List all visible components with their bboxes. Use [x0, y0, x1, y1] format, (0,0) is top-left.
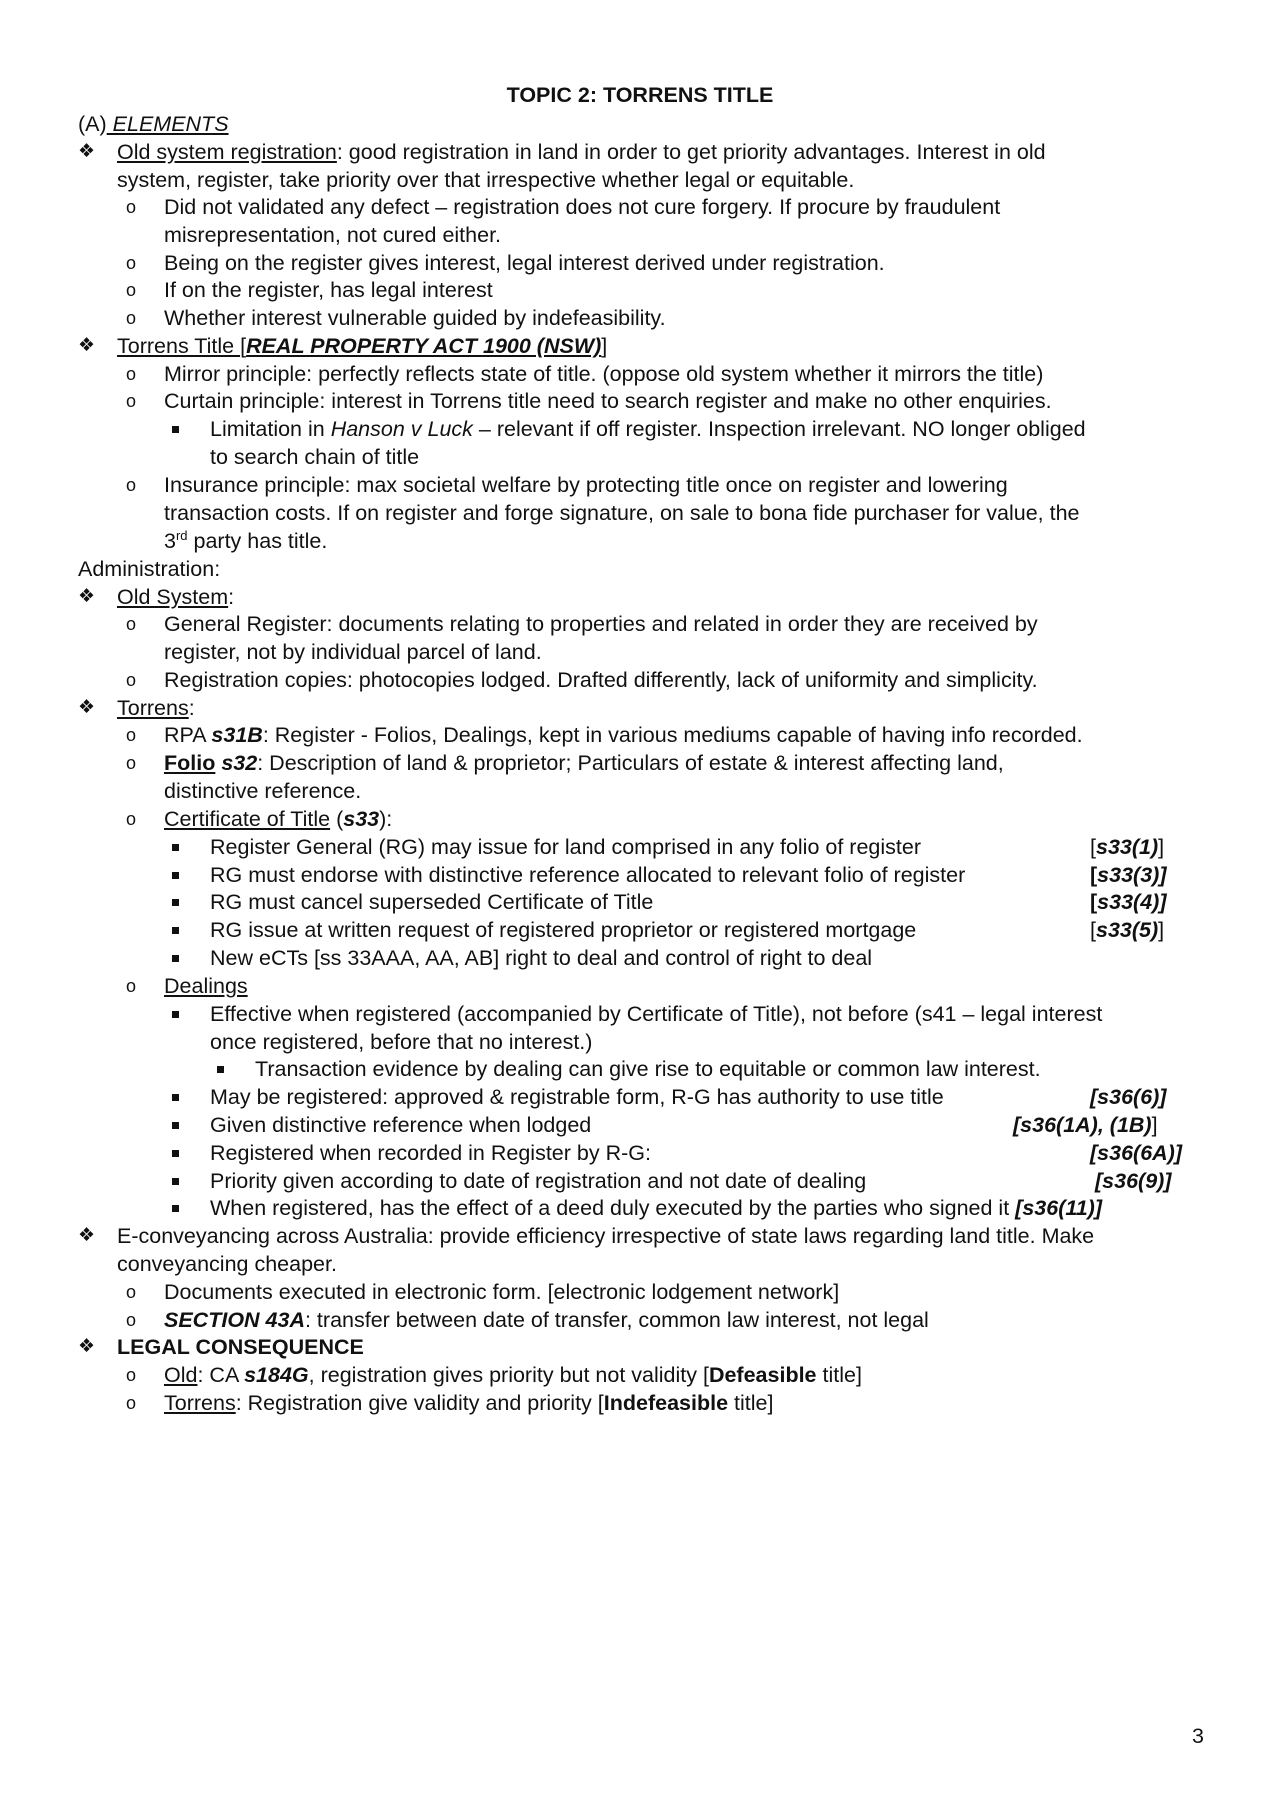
text-line: Being on the register gives interest, legal interest derived under registration.	[164, 251, 885, 275]
list-item: May be registered: approved & registrable form, R-G has authority to use title	[210, 1085, 944, 1109]
legal-consequence-heading: LEGAL CONSEQUENCE	[117, 1335, 364, 1359]
text-line: transaction costs. If on register and forge signature, on sale to bona fide purchaser for value, the	[164, 501, 1080, 525]
text-line: Mirror principle: perfectly reflects state of title. (oppose old system whether it mirrors the title)	[164, 362, 1044, 386]
circle-bullet-icon: o	[126, 1310, 137, 1330]
square-bullet-icon	[172, 1000, 179, 1028]
old-system-registration-item: Old system registration: good registration in land in order to get priority advantages. Interest in old	[117, 140, 1046, 164]
circle-bullet-icon: o	[126, 1393, 137, 1413]
text-line: system, register, take priority over that irrespective whether legal or equitable.	[117, 168, 855, 192]
text-line: If on the register, has legal interest	[164, 278, 493, 302]
list-item: Given distinctive reference when lodged	[210, 1113, 592, 1137]
section-reference: [s33(4)]	[1090, 890, 1167, 914]
list-item: RG must endorse with distinctive reference allocated to relevant folio of register	[210, 863, 966, 887]
square-bullet-icon	[172, 1194, 179, 1222]
certificate-of-title-item: Certificate of Title (s33):	[164, 807, 393, 831]
list-item: Priority given according to date of registration and not date of dealing	[210, 1169, 867, 1193]
square-bullet-icon	[172, 861, 179, 889]
square-bullet-icon	[172, 888, 179, 916]
diamond-bullet-icon: ❖	[78, 586, 96, 607]
section-reference: [s36(6A)]	[1090, 1141, 1182, 1165]
section-reference: [s33(1)]	[1090, 835, 1165, 859]
text-line: register, not by individual parcel of land.	[164, 640, 542, 664]
circle-bullet-icon: o	[126, 753, 137, 773]
dealings-item: Dealings	[164, 974, 248, 998]
text-line: Old: CA s184G, registration gives priority but not validity [Defeasible title]	[164, 1363, 862, 1387]
text-line: Documents executed in electronic form. [electronic lodgement network]	[164, 1280, 840, 1304]
square-bullet-icon	[172, 916, 179, 944]
text-line: conveyancing cheaper.	[117, 1252, 337, 1276]
section-heading-elements: (A) ELEMENTS	[78, 112, 229, 136]
text-line: Insurance principle: max societal welfare by protecting title once on register and lowering	[164, 473, 1008, 497]
torrens-item: Torrens:	[117, 696, 195, 720]
text-line: Registration copies: photocopies lodged. Drafted differently, lack of uniformity and simplicity.	[164, 668, 1038, 692]
circle-bullet-icon: o	[126, 976, 137, 996]
square-bullet-icon	[172, 1111, 179, 1139]
circle-bullet-icon: o	[126, 475, 137, 495]
square-bullet-icon	[172, 833, 179, 861]
e-conveyancing-item: E-conveyancing across Australia: provide efficiency irrespective of state laws regarding land title. Make	[117, 1224, 1095, 1248]
circle-bullet-icon: o	[126, 809, 137, 829]
circle-bullet-icon: o	[126, 308, 137, 328]
page-number: 3	[1192, 1724, 1204, 1748]
torrens-title-item: Torrens Title [REAL PROPERTY ACT 1900 (NSW)]	[117, 334, 608, 358]
text-line: Torrens: Registration give validity and priority [Indefeasible title]	[164, 1391, 774, 1415]
text-line: Folio s32: Description of land & proprietor; Particulars of estate & interest affecting land,	[164, 751, 1004, 775]
square-bullet-icon	[217, 1055, 224, 1083]
square-bullet-icon	[172, 1139, 179, 1167]
text-line: Curtain principle: interest in Torrens title need to search register and make no other enquiries.	[164, 389, 1052, 413]
square-bullet-icon	[172, 1167, 179, 1195]
administration-heading: Administration:	[78, 557, 221, 581]
list-item: Effective when registered (accompanied by Certificate of Title), not before (s41 – legal interest	[210, 1002, 1103, 1026]
list-item: RG issue at written request of registered proprietor or registered mortgage	[210, 918, 917, 942]
text-line: 3rd party has title.	[164, 527, 328, 553]
text-line: RPA s31B: Register - Folios, Dealings, kept in various mediums capable of having info recorded.	[164, 723, 1083, 747]
circle-bullet-icon: o	[126, 1365, 137, 1385]
diamond-bullet-icon: ❖	[78, 141, 96, 162]
section-reference: [s36(1A), (1B)]	[1013, 1113, 1158, 1137]
text-line: SECTION 43A: transfer between date of transfer, common law interest, not legal	[164, 1308, 929, 1332]
circle-bullet-icon: o	[126, 391, 137, 411]
circle-bullet-icon: o	[126, 670, 137, 690]
section-reference: [s33(5)]	[1090, 918, 1165, 942]
text-line: once registered, before that no interest.)	[210, 1030, 593, 1054]
text-line: Whether interest vulnerable guided by indefeasibility.	[164, 306, 666, 330]
square-bullet-icon	[172, 415, 179, 443]
old-system-item: Old System:	[117, 585, 235, 609]
list-item: Registered when recorded in Register by R-G:	[210, 1141, 651, 1165]
circle-bullet-icon: o	[126, 364, 137, 384]
limitation-item: Limitation in Hanson v Luck – relevant if off register. Inspection irrelevant. NO longer obliged	[210, 417, 1086, 441]
square-bullet-icon	[172, 1083, 179, 1111]
diamond-bullet-icon: ❖	[78, 335, 96, 356]
circle-bullet-icon: o	[126, 197, 137, 217]
list-item: Register General (RG) may issue for land comprised in any folio of register	[210, 835, 921, 859]
diamond-bullet-icon: ❖	[78, 1336, 96, 1357]
square-bullet-icon	[172, 944, 179, 972]
section-reference: [s36(6)]	[1090, 1085, 1167, 1109]
circle-bullet-icon: o	[126, 725, 137, 745]
list-item: RG must cancel superseded Certificate of Title	[210, 890, 654, 914]
text-line: misrepresentation, not cured either.	[164, 223, 502, 247]
circle-bullet-icon: o	[126, 253, 137, 273]
list-item: When registered, has the effect of a deed duly executed by the parties who signed it [s36(11)]	[210, 1196, 1103, 1220]
section-reference: [s33(3)]	[1090, 863, 1167, 887]
text-line: to search chain of title	[210, 445, 420, 469]
circle-bullet-icon: o	[126, 280, 137, 300]
list-item: Transaction evidence by dealing can give rise to equitable or common law interest.	[255, 1057, 1041, 1081]
list-item: New eCTs [ss 33AAA, AA, AB] right to deal and control of right to deal	[210, 946, 873, 970]
circle-bullet-icon: o	[126, 1282, 137, 1302]
circle-bullet-icon: o	[126, 614, 137, 634]
text-line: Did not validated any defect – registration does not cure forgery. If procure by fraudulent	[164, 195, 1001, 219]
diamond-bullet-icon: ❖	[78, 1225, 96, 1246]
text-line: General Register: documents relating to properties and related in order they are received by	[164, 612, 1038, 636]
section-reference: [s36(9)]	[1095, 1169, 1172, 1193]
page-title: TOPIC 2: TORRENS TITLE	[506, 83, 774, 107]
text-line: distinctive reference.	[164, 779, 362, 803]
diamond-bullet-icon: ❖	[78, 697, 96, 718]
